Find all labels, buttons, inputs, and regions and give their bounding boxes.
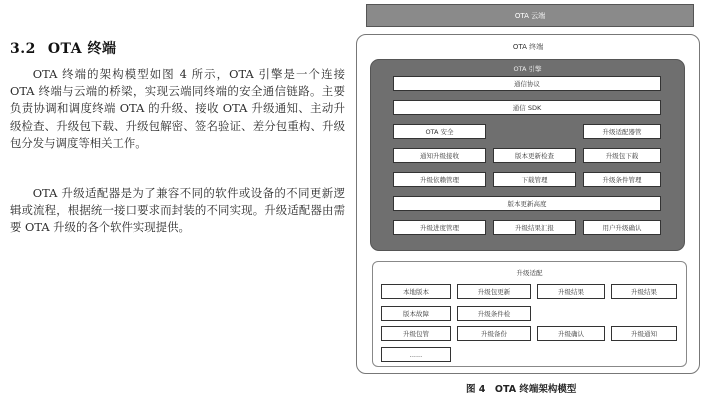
engine-row2-box: 升级依赖管理 — [393, 172, 486, 187]
ota-security-box: OTA 安全 — [393, 124, 486, 139]
adapter-row3-box: 升级通知 — [611, 326, 677, 341]
engine-row3-box: 用户升级确认 — [583, 220, 661, 235]
engine-row2-box: 升级条件管理 — [583, 172, 661, 187]
adapter-row3-box: 升级包管 — [381, 326, 451, 341]
paragraph-2: OTA 升级适配器是为了兼容不同的软件或设备的不同更新逻辑或流程，根据统一接口要求而封装的不同实现。升级适配器由需要 OTA 升级的各个软件实现提供。 — [10, 186, 345, 235]
terminal-title: OTA 终端 — [512, 43, 544, 51]
adapter-row1-box: 升级包更新 — [457, 284, 531, 299]
ota-cloud-box: OTA 云端 — [366, 4, 694, 27]
engine-row2-box: 下载管理 — [493, 172, 576, 187]
engine-row1-box: 版本更新检查 — [493, 148, 576, 163]
adapter-row2-box: 升级条件检 — [457, 306, 531, 321]
section-heading — [10, 38, 116, 58]
paragraph-1: OTA 终端的架构模型如图 4 所示，OTA 引擎是一个连接 OTA 终端与云端的桥梁，实现云端同终端的安全通信链路。主要负责协调和调度终端 OTA 的升级、接收 OTA 升级通知、主动升级检查、升级包下载、升级包解密、签名验证、差分包重构、升级包分发与调度等相关工作。 — [10, 67, 345, 150]
version-update-box: 版本更新高度 — [393, 196, 661, 211]
engine-title: OTA 引擎 — [513, 65, 542, 73]
section-title: OTA 终端 — [47, 41, 117, 57]
adapter-row1-box: 升级结果 — [611, 284, 677, 299]
upgrade-adapter-box — [372, 261, 687, 367]
adapter-mgmt-box: 升级适配器管 — [583, 124, 661, 139]
comm-protocol-box: 通信协议 — [393, 76, 661, 91]
comm-sdk-box: 通信 SDK — [393, 100, 661, 115]
ota-terminal-box — [356, 34, 700, 374]
adapter-row1-box: 升级结果 — [537, 284, 605, 299]
adapter-more-box: ...... — [381, 347, 451, 362]
ota-engine-box — [370, 59, 685, 251]
engine-row3-box: 升级进度管理 — [393, 220, 486, 235]
engine-row1-box: 升级包下载 — [583, 148, 661, 163]
adapter-row3-box: 升级备份 — [457, 326, 531, 341]
adapter-title: 升级适配 — [516, 269, 543, 277]
adapter-row1-box: 本地版本 — [381, 284, 451, 299]
figure-caption: 图 4 OTA 终端架构模型 — [466, 384, 577, 395]
adapter-row3-box: 升级确认 — [537, 326, 605, 341]
section-number: 3.2 — [10, 41, 36, 57]
adapter-row2-box: 版本故障 — [381, 306, 451, 321]
engine-row3-box: 升级结果汇报 — [493, 220, 576, 235]
engine-row1-box: 通知升级接收 — [393, 148, 486, 163]
